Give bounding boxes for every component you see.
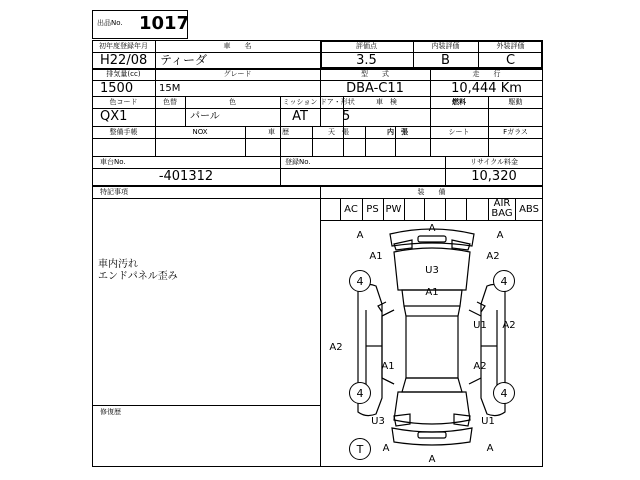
tire-front-right: 4 <box>493 270 515 292</box>
chassis-number-value: -401312 <box>158 169 214 184</box>
tire-rear-left: 4 <box>349 382 371 404</box>
mark-rear-bottom-left: A <box>382 443 390 454</box>
headliner-label: 天 張 <box>328 128 349 136</box>
nox-label: NOX <box>192 128 208 136</box>
equipment-label: 装 備 <box>417 188 446 196</box>
transmission-label: ミッション <box>282 98 318 106</box>
mark-hood-lower: A1 <box>425 287 439 298</box>
color-code-label: 色コード <box>109 98 138 106</box>
mark-front-bumper: A <box>428 223 436 234</box>
note-line-2: エンドパネル歪み <box>98 271 178 282</box>
registration-number-label: 登録No. <box>285 158 311 166</box>
transmission-value: AT <box>292 109 308 124</box>
equipment-airbag: AIR BAG <box>491 198 513 219</box>
color-change-label: 色替 <box>163 98 177 106</box>
mark-rear-bumper: A <box>428 454 436 465</box>
trim-label: 内 張 <box>387 128 408 136</box>
equipment-abs: ABS <box>519 204 539 215</box>
grade-label: グレード <box>223 70 252 78</box>
model-value: ティーダ <box>160 53 208 67</box>
lot-label: 出品No. <box>97 19 123 27</box>
seat-label: シート <box>448 128 470 136</box>
mark-rear-bottom-right: A <box>486 443 494 454</box>
interior-grade-label: 内装評価 <box>431 42 460 50</box>
tire-rear-right: 4 <box>493 382 515 404</box>
inspection-label: 車 検 <box>376 98 397 106</box>
color-code-value: QX1 <box>100 109 128 124</box>
mark-hood: U3 <box>425 265 439 276</box>
mark-quarter-right: A2 <box>502 320 516 331</box>
windshield-label: Fガラス <box>503 128 528 136</box>
grade-value: 15M <box>159 83 181 94</box>
exterior-grade-value: C <box>505 53 516 68</box>
color-label: 色 <box>229 98 236 106</box>
notes-panel <box>92 186 321 467</box>
car-damage-diagram <box>320 220 543 467</box>
score-value: 3.5 <box>356 53 377 68</box>
lot-number: 1017 <box>139 13 190 34</box>
mark-door-right-rear: A2 <box>473 361 487 372</box>
fuel-label: 燃料 <box>452 98 466 106</box>
chassis-number-label: 車台No. <box>100 158 126 166</box>
displacement-label: 排気量(cc) <box>106 70 141 78</box>
door-value: 5 <box>342 109 351 124</box>
color-value: パール <box>190 111 220 122</box>
lot-number-box <box>92 10 188 39</box>
interior-grade-value: B <box>441 53 450 68</box>
mark-rear-right: U1 <box>481 416 495 427</box>
recycle-fee-label: リサイクル料金 <box>469 158 519 166</box>
model-code-value: DBA-C11 <box>346 81 404 96</box>
mark-front-left: A <box>356 230 364 241</box>
mark-fender-left: A1 <box>369 251 383 262</box>
service-book-label: 整備手帳 <box>109 128 138 136</box>
model-code-label: 型 式 <box>361 70 389 78</box>
first-registration-value: H22/08 <box>100 53 148 68</box>
model-label: 車 名 <box>223 42 252 50</box>
exterior-grade-label: 外装評価 <box>496 42 525 50</box>
mileage-value: 10,444 Km <box>451 81 522 96</box>
spare-tire: T <box>349 438 371 460</box>
mark-fender-right: A2 <box>486 251 500 262</box>
equipment-pw: PW <box>385 204 402 215</box>
drive-label: 駆動 <box>508 98 523 106</box>
equipment-ac: AC <box>344 204 358 215</box>
first-registration-label: 初年度登録年月 <box>99 42 148 50</box>
mileage-label: 走 行 <box>472 70 501 78</box>
mark-door-left-rear: A1 <box>381 361 395 372</box>
displacement-value: 1500 <box>100 81 134 96</box>
car-history-label: 車 歴 <box>268 128 289 136</box>
mark-door-right-front: U1 <box>473 320 487 331</box>
equipment-ps: PS <box>366 204 379 215</box>
recycle-fee-value: 10,320 <box>471 169 517 184</box>
notes-label: 特記事項 <box>100 188 128 196</box>
mark-front-right: A <box>496 230 504 241</box>
mark-rear-left: U3 <box>371 416 385 427</box>
note-line-1: 車内汚れ <box>98 259 138 270</box>
score-label: 評価点 <box>356 42 377 50</box>
mark-side-left: A2 <box>329 342 343 353</box>
door-shape-label: ドア・形状 <box>320 98 355 106</box>
tire-front-left: 4 <box>349 270 371 292</box>
repair-history-label: 修復歴 <box>100 408 121 416</box>
